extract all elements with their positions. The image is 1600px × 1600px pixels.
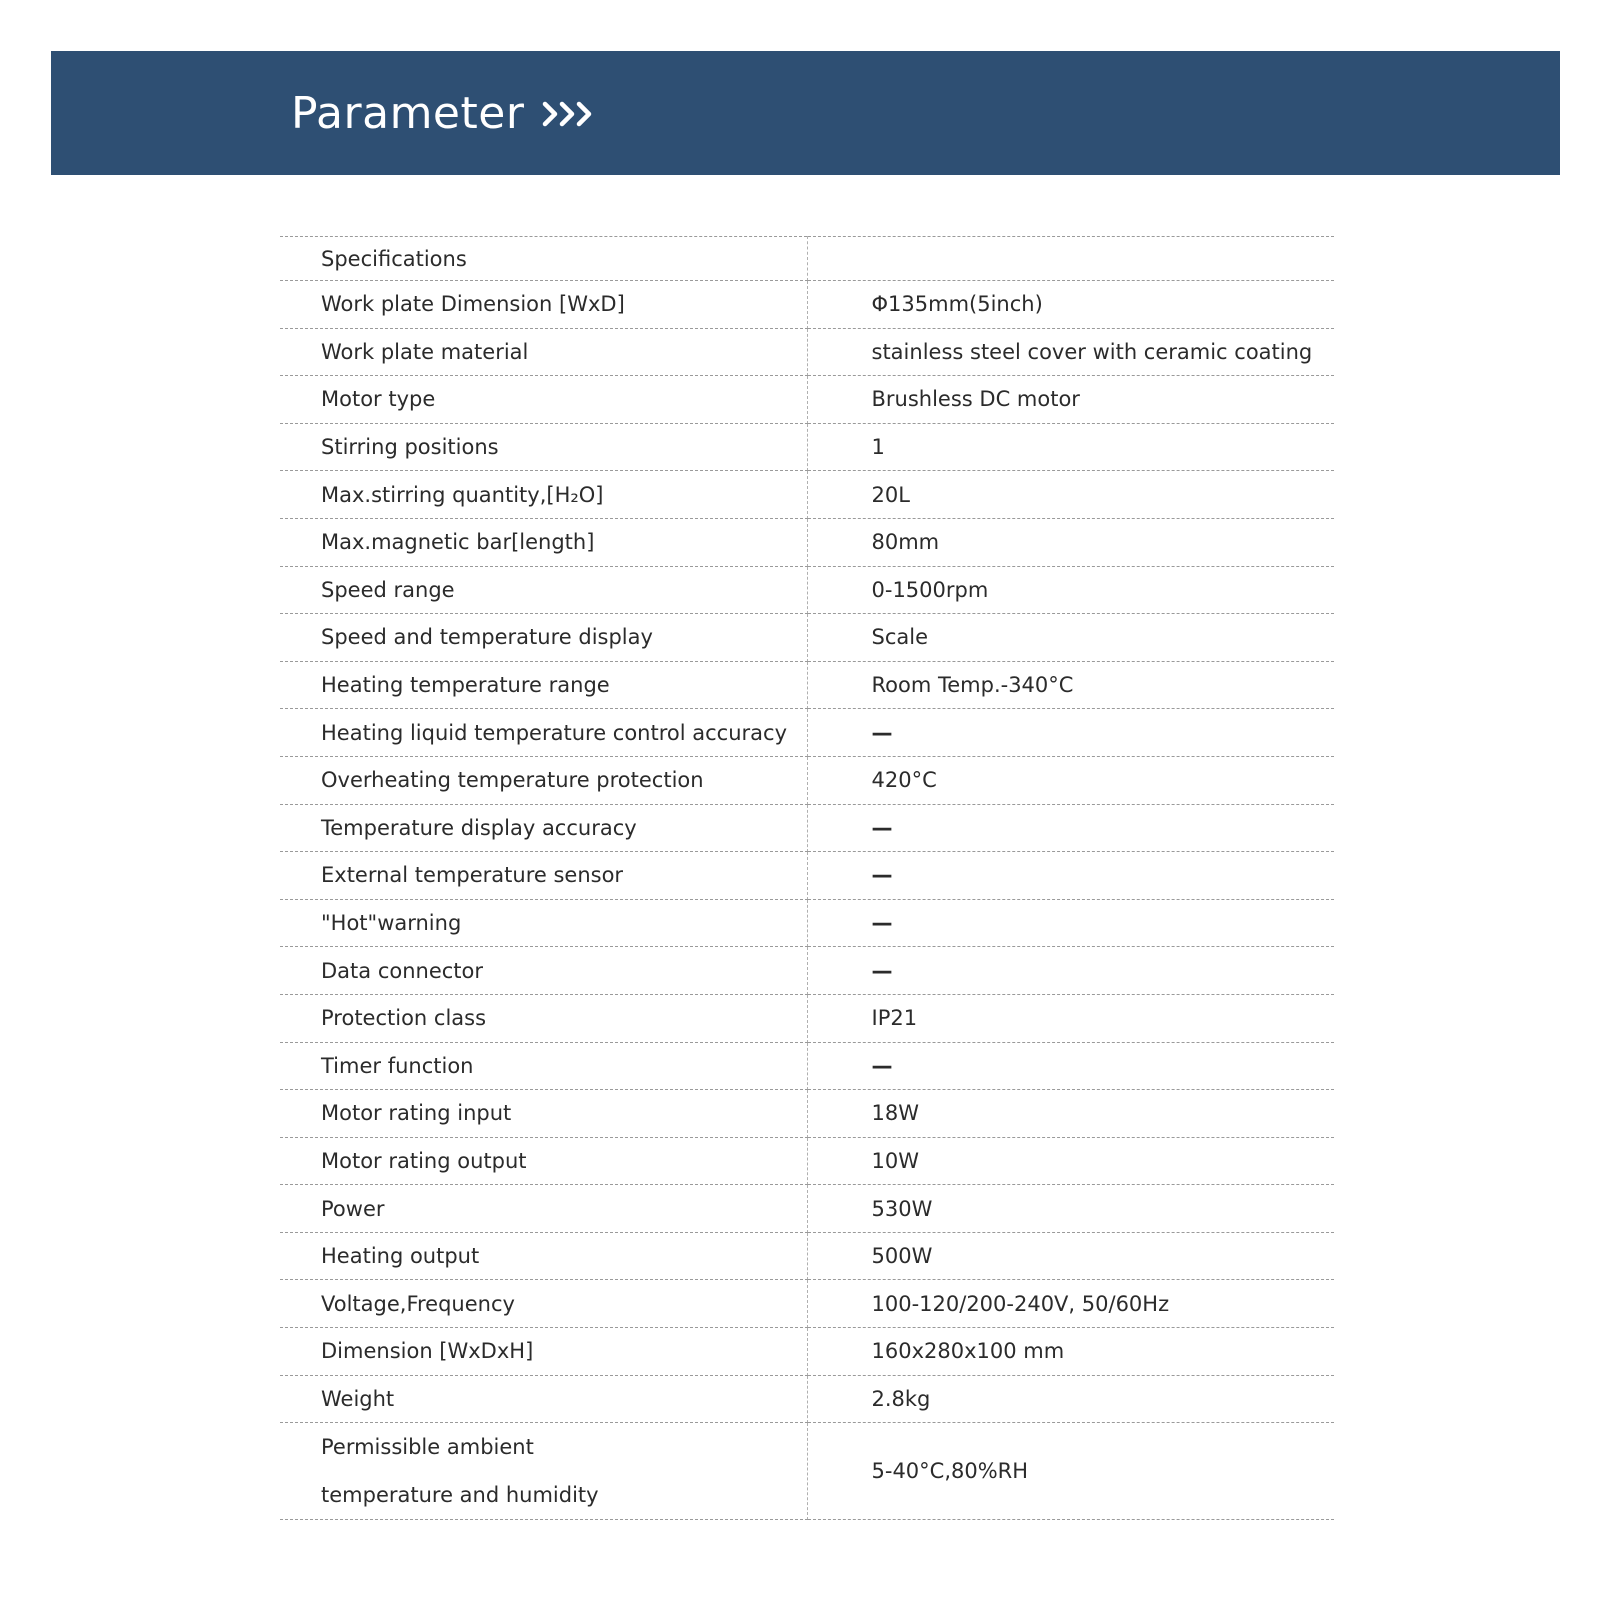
triple-chevron-right-icon	[541, 89, 611, 139]
table-row	[280, 994, 1334, 1042]
spec-label: Heating liquid temperature control accuracy	[280, 709, 807, 757]
spec-label: Power	[280, 1185, 807, 1233]
spec-label: Max.magnetic bar[length]	[280, 518, 807, 566]
spec-value: 2.8kg	[807, 1375, 1334, 1423]
table-row	[280, 852, 1334, 900]
spec-value: 160x280x100 mm	[807, 1328, 1334, 1376]
spec-value: 0-1500rpm	[807, 566, 1334, 614]
spec-value: 1	[807, 423, 1334, 471]
spec-label: Speed range	[280, 566, 807, 614]
table-row	[280, 1042, 1334, 1090]
spec-value: 500W	[807, 1232, 1334, 1280]
spec-label: Work plate Dimension [WxD]	[280, 281, 807, 329]
spec-value: —	[807, 852, 1334, 900]
table-row	[280, 947, 1334, 995]
table-row	[280, 376, 1334, 424]
spec-label: Overheating temperature protection	[280, 756, 807, 804]
spec-label: Work plate material	[280, 328, 807, 376]
table-row-ambient	[280, 1423, 1334, 1520]
spec-value: Room Temp.-340°C	[807, 661, 1334, 709]
spec-label: Dimension [WxDxH]	[280, 1328, 807, 1376]
spec-label-line-2: temperature and humidity	[321, 1483, 599, 1508]
spec-label: Weight	[280, 1375, 807, 1423]
spec-label: Motor rating input	[280, 1090, 807, 1138]
table-row	[280, 899, 1334, 947]
spec-value: —	[807, 804, 1334, 852]
banner-title: Parameter	[291, 88, 525, 139]
spec-value: stainless steel cover with ceramic coating	[807, 328, 1334, 376]
spec-label: Data connector	[280, 947, 807, 995]
spec-label: Speed and temperature display	[280, 614, 807, 662]
spec-label: Timer function	[280, 1042, 807, 1090]
spec-value: 18W	[807, 1090, 1334, 1138]
spec-value: —	[807, 947, 1334, 995]
table-row	[280, 518, 1334, 566]
spec-label	[280, 1423, 807, 1520]
table-row	[280, 614, 1334, 662]
spec-label: Heating temperature range	[280, 661, 807, 709]
table-row	[280, 328, 1334, 376]
spec-value: 100-120/200-240V, 50/60Hz	[807, 1280, 1334, 1328]
table-header-row	[280, 237, 1334, 281]
spec-value: IP21	[807, 994, 1334, 1042]
spec-label: Temperature display accuracy	[280, 804, 807, 852]
table-row	[280, 423, 1334, 471]
table-row	[280, 1185, 1334, 1233]
spec-label: Protection class	[280, 994, 807, 1042]
spec-value: 530W	[807, 1185, 1334, 1233]
specifications-table	[280, 236, 1334, 1520]
spec-value: Φ135mm(5inch)	[807, 281, 1334, 329]
spec-value: —	[807, 709, 1334, 757]
spec-label: "Hot"warning	[280, 899, 807, 947]
spec-value: 5-40°C,80%RH	[807, 1423, 1334, 1520]
spec-label: Motor rating output	[280, 1137, 807, 1185]
specifications-table-body	[280, 237, 1334, 1520]
spec-label: External temperature sensor	[280, 852, 807, 900]
table-row	[280, 471, 1334, 519]
spec-value: 80mm	[807, 518, 1334, 566]
spec-value: 420°C	[807, 756, 1334, 804]
parameter-banner	[51, 51, 1560, 175]
table-row	[280, 1280, 1334, 1328]
table-row	[280, 661, 1334, 709]
spec-label: Max.stirring quantity,[H₂O]	[280, 471, 807, 519]
spec-value: 20L	[807, 471, 1334, 519]
spec-label: Motor type	[280, 376, 807, 424]
spec-label: Heating output	[280, 1232, 807, 1280]
table-row	[280, 1375, 1334, 1423]
table-row	[280, 756, 1334, 804]
table-row	[280, 281, 1334, 329]
table-row	[280, 709, 1334, 757]
specifications-header-value	[807, 237, 1334, 281]
spec-label: Voltage,Frequency	[280, 1280, 807, 1328]
table-row	[280, 1090, 1334, 1138]
table-row	[280, 804, 1334, 852]
spec-value: —	[807, 1042, 1334, 1090]
table-row	[280, 1328, 1334, 1376]
table-row	[280, 1232, 1334, 1280]
spec-label: Stirring positions	[280, 423, 807, 471]
table-row	[280, 1137, 1334, 1185]
spec-label-line-1: Permissible ambient	[321, 1435, 534, 1460]
specifications-header-label: Specifications	[280, 237, 807, 281]
spec-value: Brushless DC motor	[807, 376, 1334, 424]
spec-value: —	[807, 899, 1334, 947]
spec-value: 10W	[807, 1137, 1334, 1185]
spec-value: Scale	[807, 614, 1334, 662]
table-row	[280, 566, 1334, 614]
